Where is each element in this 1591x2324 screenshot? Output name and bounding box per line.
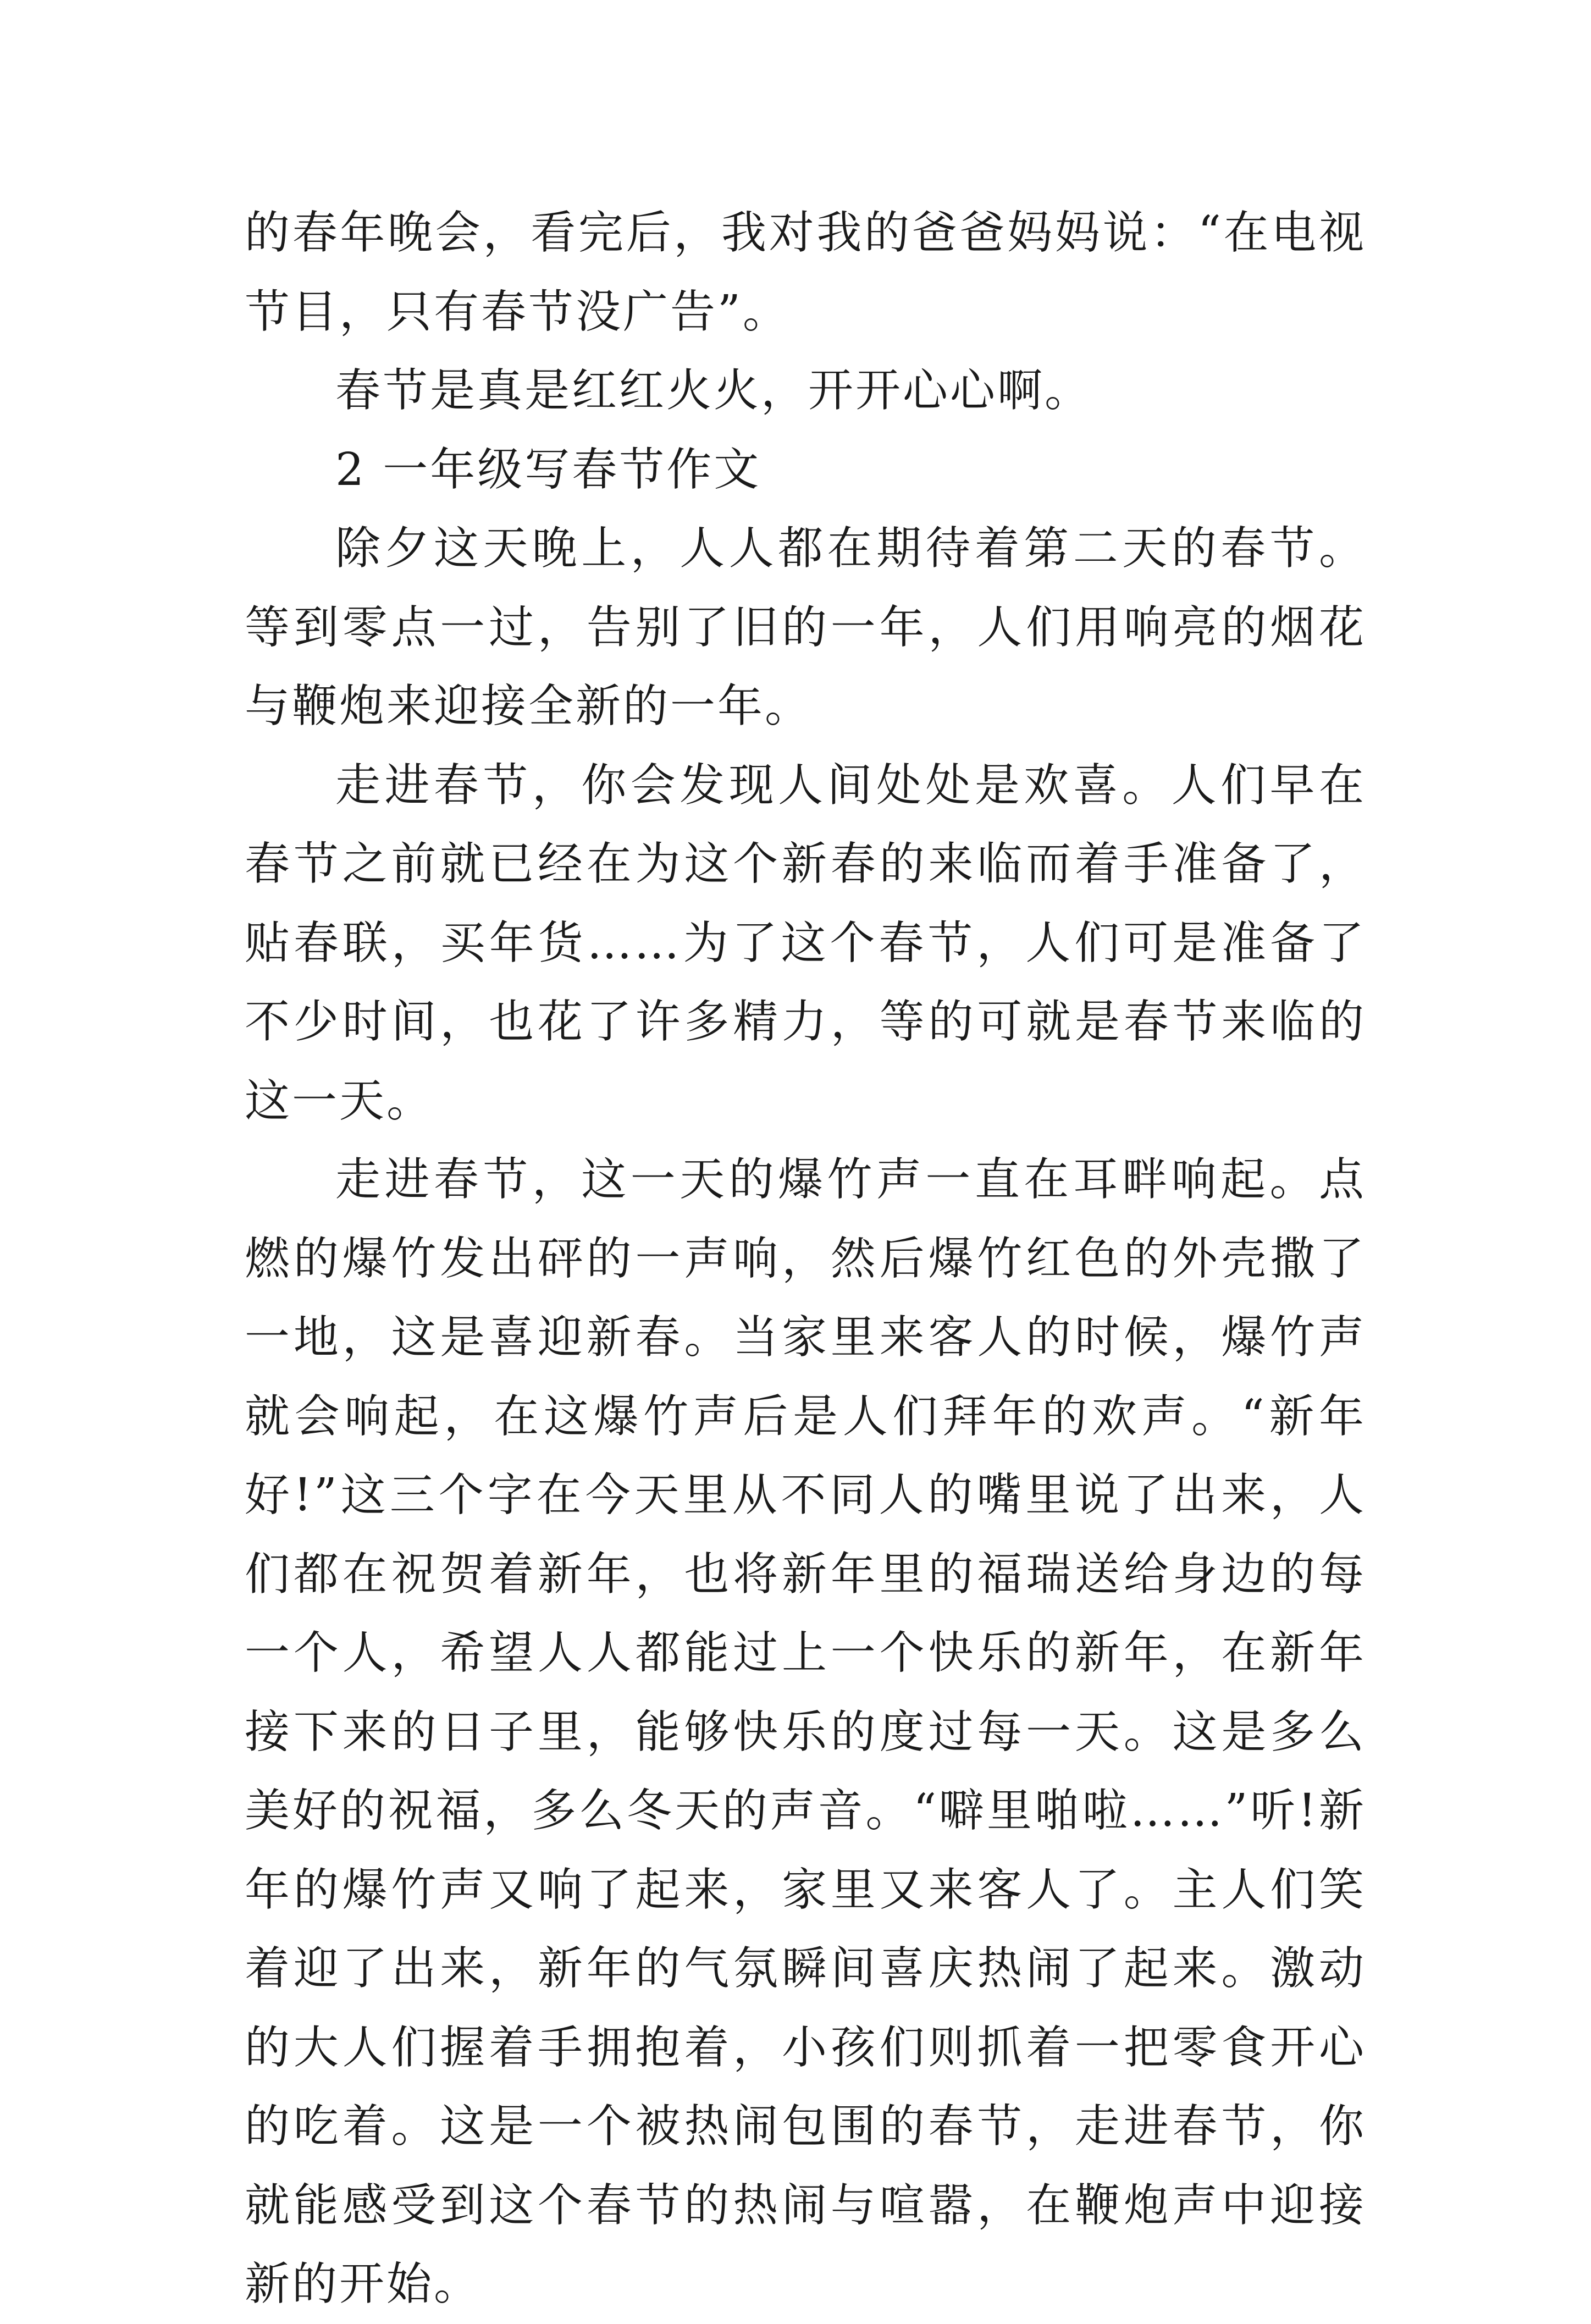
essay-heading: 2 一年级写春节作文	[335, 443, 761, 496]
document-body	[245, 194, 1366, 2324]
paragraph-firecrackers: 走进春节，这一天的爆竹声一直在耳畔响起。点燃的爆竹发出砰的一声响，然后爆竹红色的外壳撒了一地，这是喜迎新春。当家里来客人的时候，爆竹声就会响起，在这爆竹声后是人们拜年的欢声。“新年好!”这三个字在今天里从不同人的嘴里说了出来，人们都在祝贺着新年，也将新年里的福瑞送给身边的每一个人，希望人人都能过上一个快乐的新年，在新年接下来的日子里，能够快乐的度过每一天。这是多么美好的祝福，多么冬天的声音。“噼里啪啦……”听!新年的爆竹声又响了起来，家里又来客人了。主人们笑着迎了出来，新年的气氛瞬间喜庆热闹了起来。激动的大人们握着手拥抱着，小孩们则抓着一把零食开心的吃着。这是一个被热闹包围的春节，走进春节，你就能感受到这个春节的热闹与喧嚣，在鞭炮声中迎接新的开始。	[245, 1153, 1366, 2310]
paragraph-conclusion: 春节是真是红红火火，开开心心啊。	[335, 365, 1092, 417]
paragraph-new-year-eve: 除夕这天晚上，人人都在期待着第二天的春节。等到零点一过，告别了旧的一年，人们用响亮的烟花与鞭炮来迎接全新的一年。	[245, 522, 1366, 732]
paragraph-preparation: 走进春节，你会发现人间处处是欢喜。人们早在春节之前就已经在为这个新春的来临而着手准备了，贴春联，买年货……为了这个春节，人们可是准备了不少时间，也花了许多精力，等的可就是春节来临的这一天。	[245, 759, 1366, 1127]
paragraph-continuation: 的春年晚会，看完后，我对我的爸爸妈妈说：“在电视节目，只有春节没广告”。	[245, 207, 1366, 338]
